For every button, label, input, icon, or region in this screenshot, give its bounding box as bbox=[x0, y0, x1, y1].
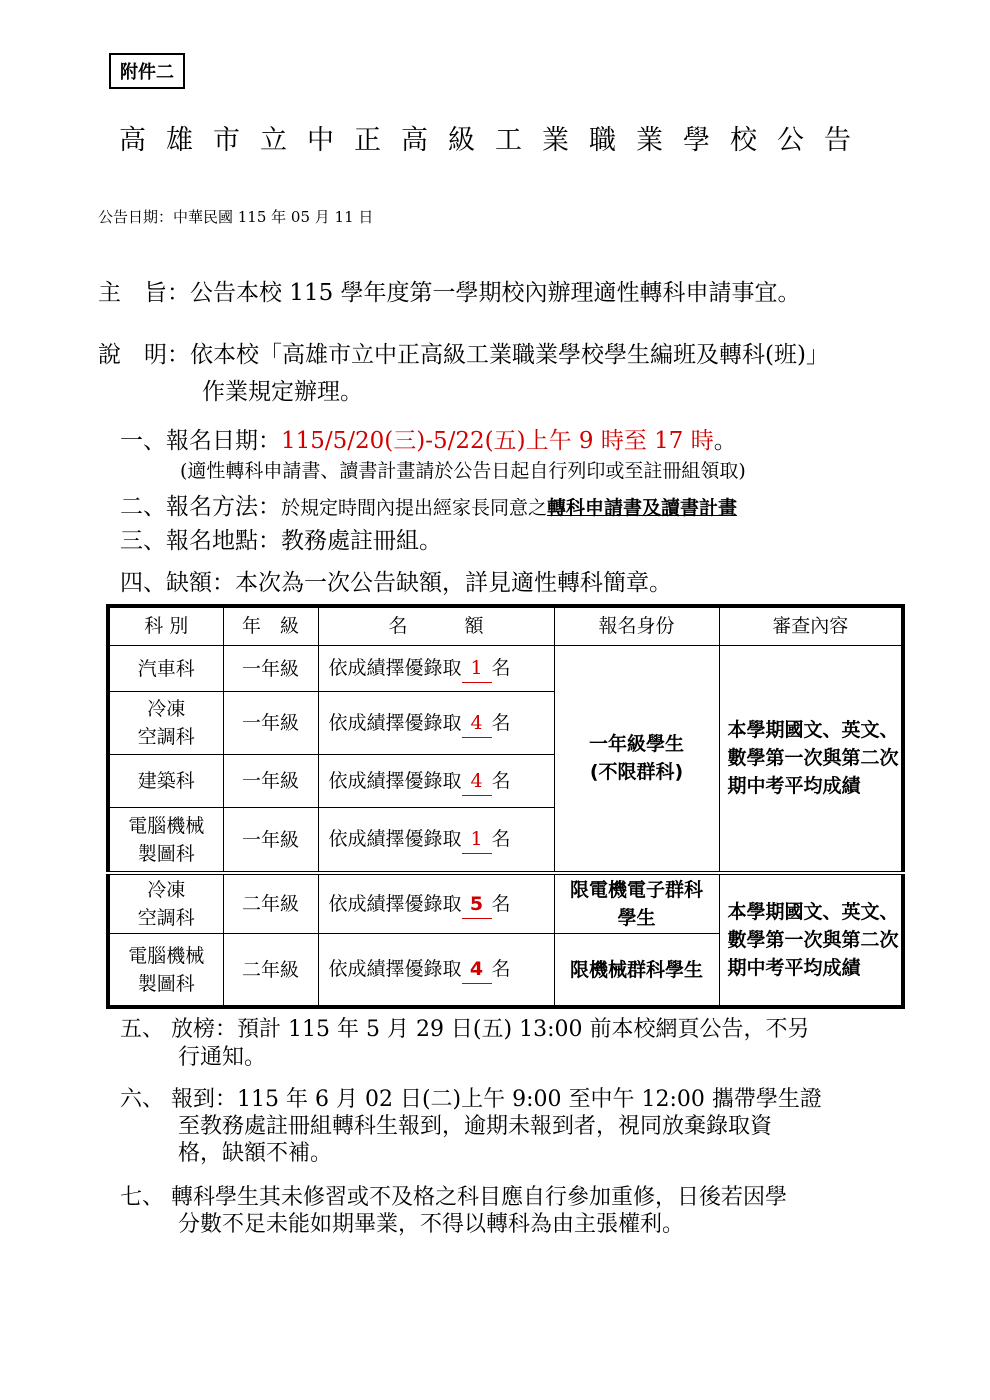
item2-bold: 轉科申請書及讀書計畫 bbox=[547, 497, 738, 519]
dept-cell: 建築科 bbox=[108, 755, 223, 808]
item1-value: 115/5/20(三)-5/22(五)上午 9 時至 17 時 bbox=[281, 428, 714, 454]
dept-cell: 汽車科 bbox=[108, 645, 223, 692]
dept-cell: 冷凍 空調科 bbox=[108, 692, 223, 755]
grade-cell: 一年級 bbox=[223, 755, 318, 808]
review-cell-g1: 本學期國文、英文、數學第一次與第二次期中考平均成績 bbox=[719, 645, 903, 873]
grade-cell: 一年級 bbox=[223, 645, 318, 692]
grade-cell: 一年級 bbox=[223, 808, 318, 873]
quota-cell bbox=[318, 755, 554, 808]
quota-cell bbox=[318, 808, 554, 873]
table-row bbox=[108, 645, 903, 692]
quota-suffix: 名 bbox=[491, 657, 511, 679]
quota-number: 4 bbox=[462, 767, 492, 796]
table-header-row bbox=[108, 606, 903, 645]
quota-cell bbox=[318, 645, 554, 692]
desc-text-1: 依本校「高雄市立中正高級工業職業學校學生編班及轉科(班)」 bbox=[190, 342, 829, 368]
header-dept: 科 別 bbox=[108, 606, 223, 645]
item1-end: 。 bbox=[713, 428, 737, 454]
grade-cell: 二年級 bbox=[223, 934, 318, 1007]
desc-label: 說 明： bbox=[98, 342, 190, 368]
quota-prefix: 依成績擇優錄取 bbox=[328, 711, 462, 734]
item-7-line-1: 七、 轉科學生其未修習或不及格之科目應自行參加重修，日後若因學 bbox=[120, 1185, 787, 1210]
desc-line-2: 作業規定辦理。 bbox=[202, 379, 363, 405]
quota-number: 1 bbox=[462, 825, 492, 854]
grade-cell: 二年級 bbox=[223, 873, 318, 934]
identity-cell-g1: 一年級學生 (不限群科) bbox=[554, 645, 719, 873]
quota-suffix: 名 bbox=[491, 828, 511, 850]
item-2 bbox=[120, 488, 737, 521]
quota-suffix: 名 bbox=[491, 769, 511, 792]
quota-suffix: 名 bbox=[491, 711, 511, 734]
quota-cell bbox=[318, 873, 554, 934]
item-1 bbox=[120, 422, 737, 455]
item2-text: 於規定時間內提出經家長同意之 bbox=[281, 497, 548, 519]
header-identity: 報名身份 bbox=[554, 606, 719, 645]
item-4: 四、缺額：本次為一次公告缺額，詳見適性轉科簡章。 bbox=[120, 570, 672, 596]
subject-label: 主 旨： bbox=[98, 280, 190, 306]
review-cell-g2: 本學期國文、英文、數學第一次與第二次期中考平均成績 bbox=[719, 873, 903, 1007]
item-6-line-2: 至教務處註冊組轉科生報到，逾期未報到者，視同放棄錄取資 bbox=[178, 1114, 773, 1139]
item1-note: (適性轉科申請書、讀書計畫請於公告日起自行列印或至註冊組領取) bbox=[180, 460, 746, 482]
announcement-date: 公告日期：中華民國 115 年 05 月 11 日 bbox=[98, 208, 374, 226]
quota-suffix: 名 bbox=[491, 958, 511, 981]
item1-label: 一、報名日期： bbox=[120, 428, 281, 454]
attachment-label: 附件二 bbox=[109, 53, 185, 89]
item-6-line-1: 六、 報到：115 年 6 月 02 日(二)上午 9:00 至中午 12:00 攜帶學生證 bbox=[120, 1087, 822, 1112]
quota-number: 4 bbox=[462, 709, 492, 738]
item-6-line-3: 格，缺額不補。 bbox=[178, 1141, 333, 1166]
quota-cell bbox=[318, 692, 554, 755]
quota-prefix: 依成績擇優錄取 bbox=[328, 958, 462, 981]
quota-prefix: 依成績擇優錄取 bbox=[328, 657, 462, 679]
item-5-line-1: 五、 放榜：預計 115 年 5 月 29 日(五) 13:00 前本校網頁公告，不另 bbox=[120, 1017, 810, 1042]
desc-line-1 bbox=[98, 336, 829, 369]
dept-cell: 電腦機械 製圖科 bbox=[108, 808, 223, 873]
header-quota: 名 額 bbox=[318, 606, 554, 645]
page-title: 高雄市立中正高級工業職業學校公告 bbox=[119, 125, 871, 156]
quota-prefix: 依成績擇優錄取 bbox=[328, 892, 462, 915]
quota-prefix: 依成績擇優錄取 bbox=[328, 828, 462, 850]
subject-text: 公告本校 115 學年度第一學期校內辦理適性轉科申請事宜。 bbox=[190, 280, 801, 306]
item2-label: 二、報名方法： bbox=[120, 494, 281, 520]
item-5-line-2: 行通知。 bbox=[178, 1045, 267, 1070]
identity-cell-g2b: 限機械群科學生 bbox=[554, 934, 719, 1007]
quota-suffix: 名 bbox=[491, 892, 511, 915]
item-7-line-2: 分數不足未能如期畢業，不得以轉科為由主張權利。 bbox=[178, 1212, 685, 1237]
dept-cell: 冷凍 空調科 bbox=[108, 873, 223, 934]
quota-number: 5 bbox=[462, 890, 492, 919]
identity-cell-g2a: 限電機電子群科學生 bbox=[554, 873, 719, 934]
item-3: 三、報名地點：教務處註冊組。 bbox=[120, 528, 442, 554]
quota-prefix: 依成績擇優錄取 bbox=[328, 769, 462, 792]
grade-cell: 一年級 bbox=[223, 692, 318, 755]
quota-number: 4 bbox=[462, 955, 492, 984]
vacancy-table bbox=[106, 604, 905, 1009]
header-review: 審查內容 bbox=[719, 606, 903, 645]
dept-cell: 電腦機械 製圖科 bbox=[108, 934, 223, 1007]
subject-line bbox=[98, 274, 801, 307]
quota-number: 1 bbox=[462, 654, 492, 683]
quota-cell bbox=[318, 934, 554, 1007]
table-row bbox=[108, 873, 903, 934]
header-grade: 年 級 bbox=[223, 606, 318, 645]
